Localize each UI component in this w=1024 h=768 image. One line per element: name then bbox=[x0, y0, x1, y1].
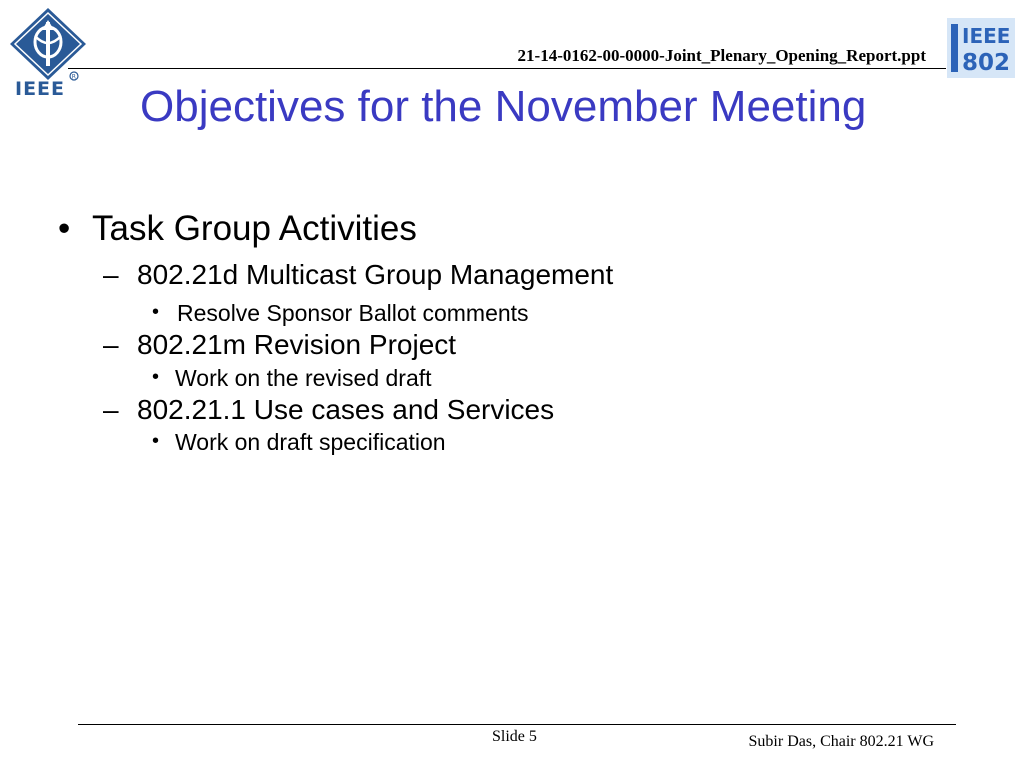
item-text: Work on draft specification bbox=[175, 429, 446, 455]
sub-bullet-text: 802.21m Revision Project bbox=[137, 329, 457, 360]
dash-marker: – bbox=[103, 329, 119, 360]
footer-divider bbox=[78, 724, 956, 725]
dash-marker: – bbox=[103, 259, 119, 290]
ieee-logo-text: IEEE bbox=[15, 78, 66, 100]
bullet-text: Task Group Activities bbox=[92, 209, 417, 248]
ieee-802-logo-line2: 802 bbox=[962, 50, 1011, 76]
slide-number: Slide 5 bbox=[492, 728, 537, 745]
document-id: 21-14-0162-00-0000-Joint_Plenary_Opening_Report.ppt bbox=[517, 46, 926, 65]
item-marker: • bbox=[152, 301, 160, 323]
sub-bullet-text: 802.21.1 Use cases and Services bbox=[137, 394, 555, 425]
ieee-802-logo-line1: IEEE bbox=[962, 24, 1011, 48]
sub-bullet-text: 802.21d Multicast Group Management bbox=[137, 259, 614, 290]
bullet-marker: • bbox=[58, 209, 71, 248]
item-marker: • bbox=[152, 430, 160, 452]
footer-author: Subir Das, Chair 802.21 WG bbox=[748, 733, 934, 750]
dash-marker: – bbox=[103, 394, 119, 425]
item-text: Work on the revised draft bbox=[175, 365, 432, 391]
item-marker: • bbox=[152, 366, 160, 388]
item-text: Resolve Sponsor Ballot comments bbox=[177, 300, 529, 326]
slide-title: Objectives for the November Meeting bbox=[140, 82, 867, 131]
svg-text:R: R bbox=[71, 73, 76, 81]
